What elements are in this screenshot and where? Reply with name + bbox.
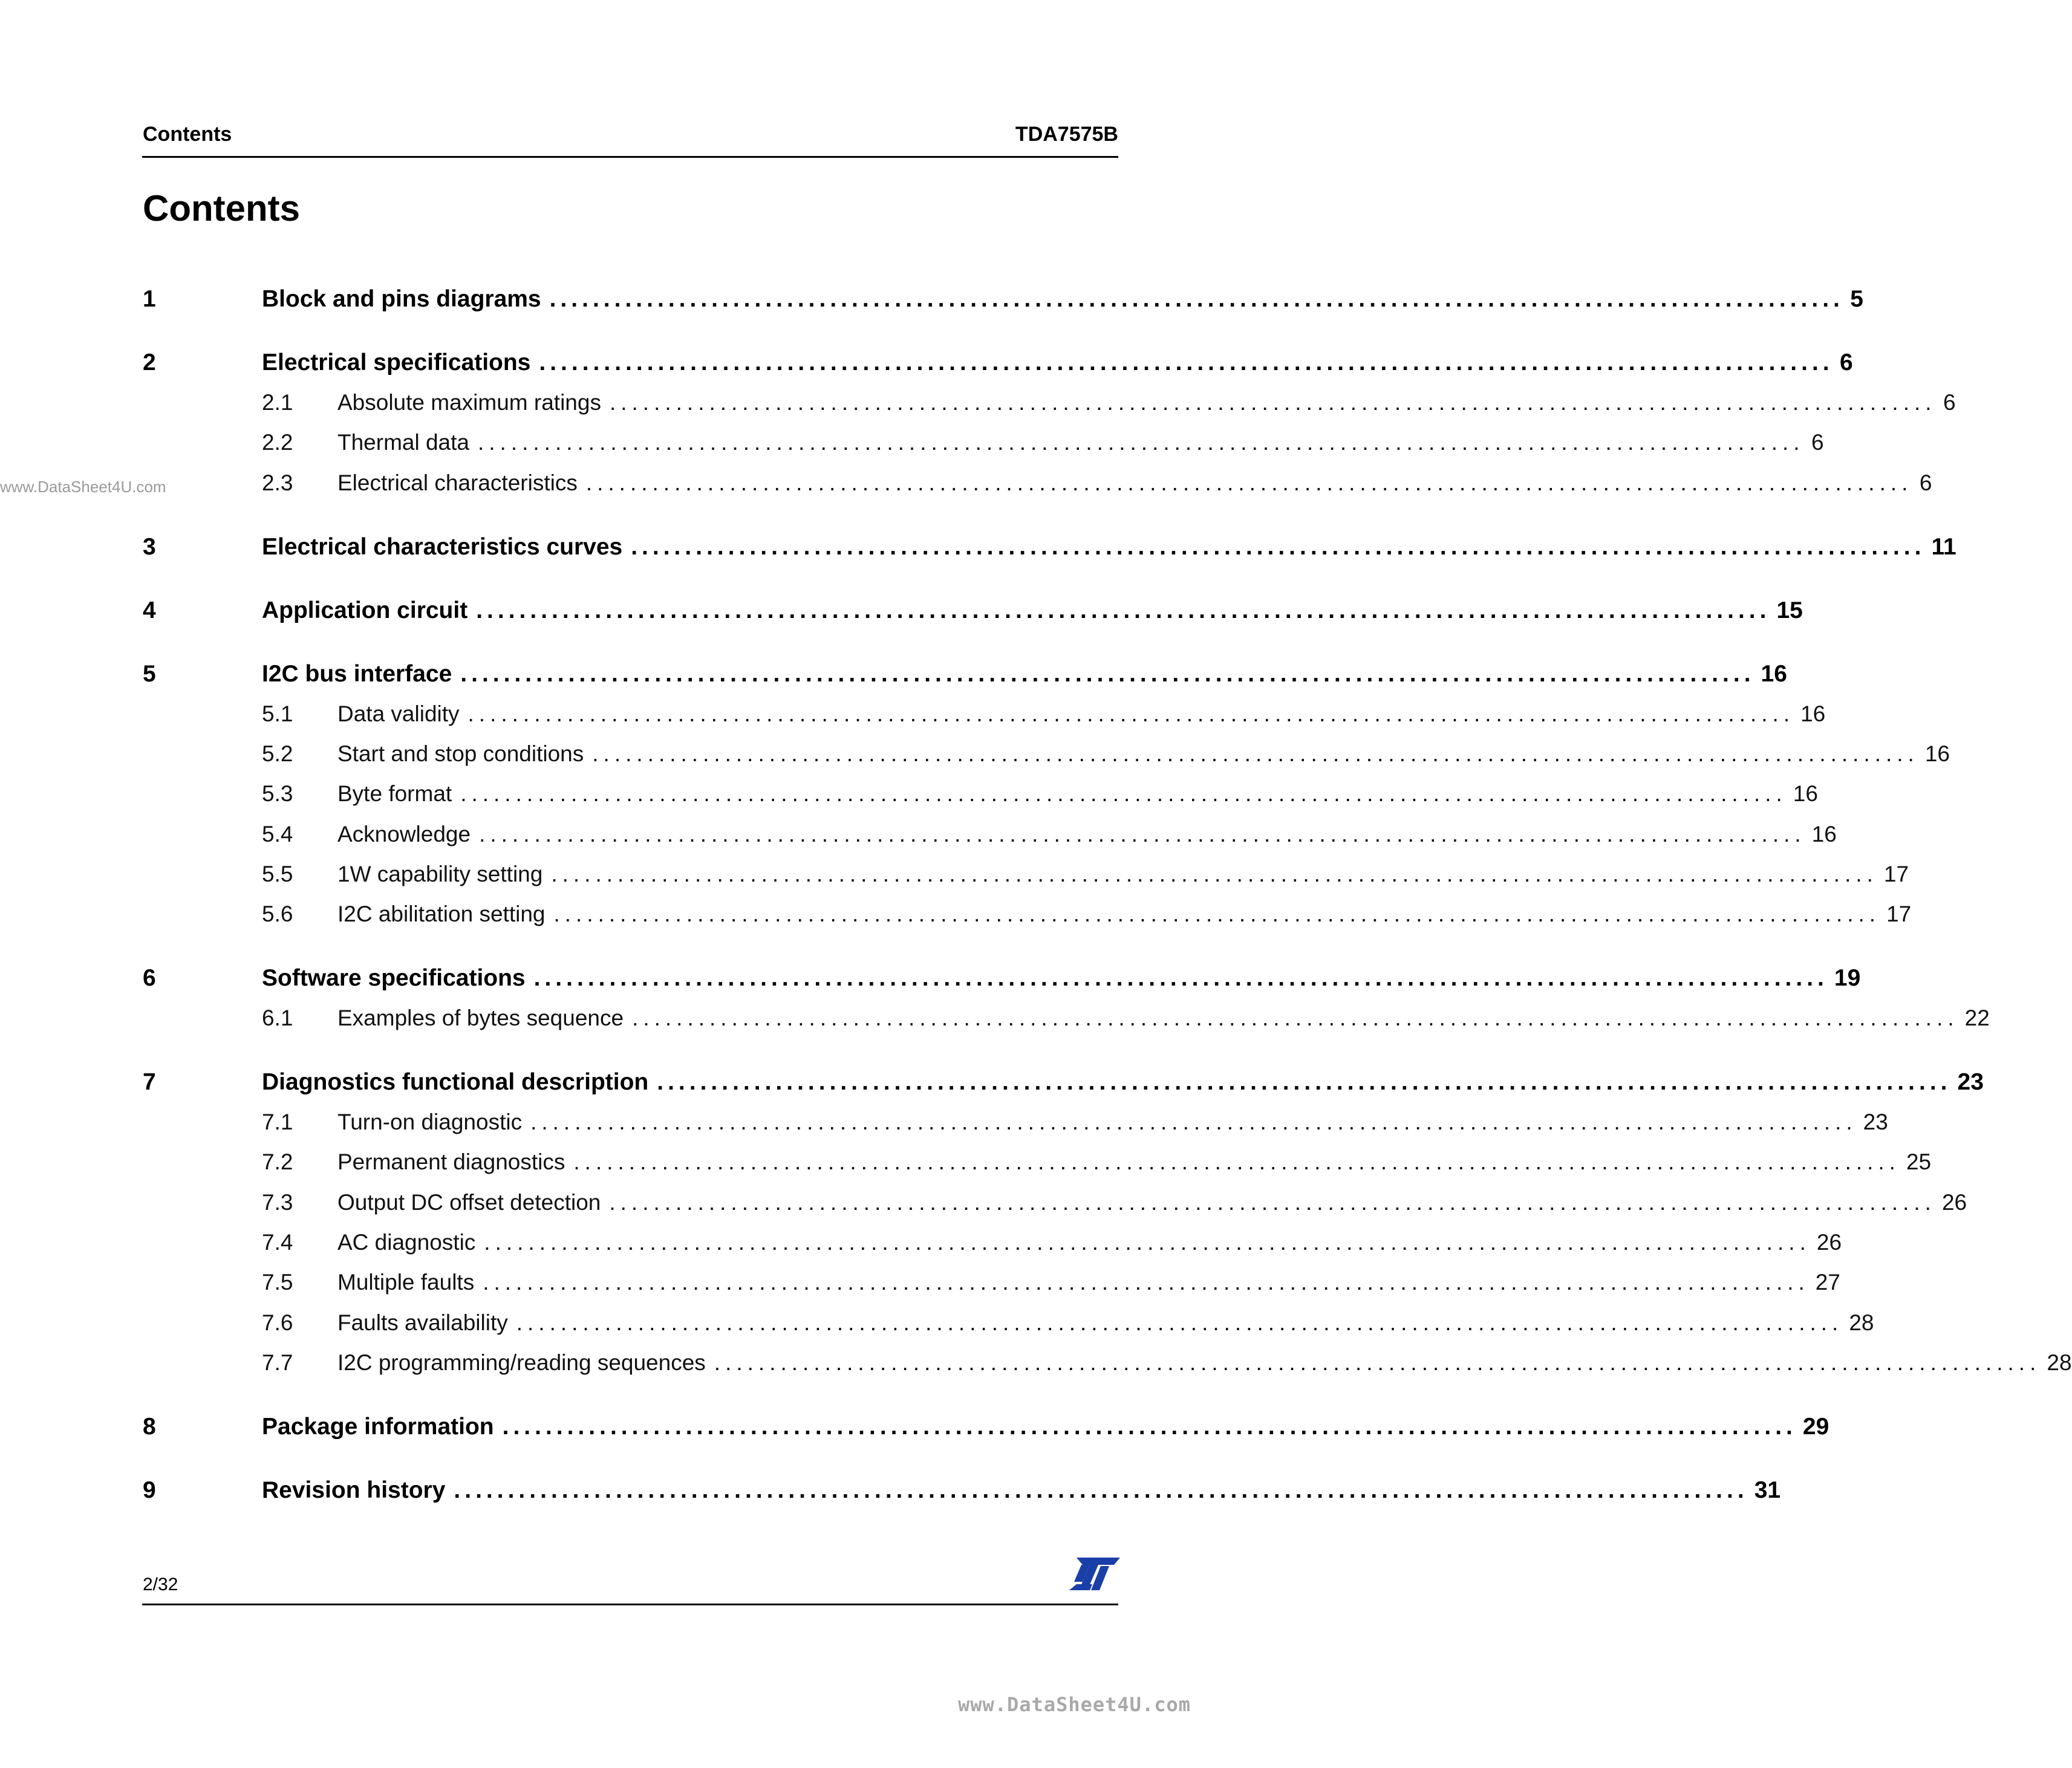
toc-entry-leader <box>337 821 1837 847</box>
toc-entry-number: 5.3 <box>262 781 293 807</box>
toc-entry-leader <box>262 597 1803 624</box>
toc-entry-number: 4 <box>143 597 156 623</box>
toc-dot-leader: ........................................................................................................................ <box>484 1230 1811 1255</box>
toc-entry-title[interactable]: I2C bus interface <box>262 660 452 687</box>
toc-entry-title[interactable]: I2C programming/reading sequences <box>337 1350 706 1375</box>
toc-entry-title[interactable]: Permanent diagnostics <box>337 1149 565 1175</box>
footer-page-number: 2/32 <box>143 1575 178 1594</box>
toc-entry-leader <box>262 660 1787 687</box>
watermark-left: www.DataSheet4U.com <box>0 478 166 496</box>
toc-entry-title[interactable]: Block and pins diagrams <box>262 286 541 312</box>
toc-dot-leader: ........................................................................................................................ <box>502 1413 1797 1440</box>
toc-entry-title[interactable]: Electrical characteristics curves <box>262 533 623 560</box>
toc-entry-number: 7 <box>143 1069 156 1096</box>
toc-entry-leader <box>337 1310 1874 1336</box>
toc-entry-title[interactable]: Diagnostics functional description <box>262 1069 649 1096</box>
toc-section-entry[interactable] <box>0 781 1818 811</box>
toc-chapter-entry[interactable] <box>0 286 1863 316</box>
toc-entry-page[interactable]: 17 <box>1883 861 1909 886</box>
toc-dot-leader: ........................................................................................................................ <box>549 286 1844 312</box>
toc-section-entry[interactable] <box>0 470 1932 501</box>
toc-entry-leader <box>337 861 1909 887</box>
toc-entry-number: 5.2 <box>262 741 293 766</box>
toc-entry-title[interactable]: Turn-on diagnostic <box>337 1110 523 1135</box>
toc-dot-leader: ........................................................................................................................ <box>516 1310 1843 1335</box>
toc-entry-leader <box>337 1350 2072 1376</box>
toc-dot-leader: ........................................................................................................................ <box>592 741 1919 766</box>
toc-dot-leader: ........................................................................................................................ <box>551 861 1878 886</box>
toc-entry-leader <box>337 902 1912 927</box>
toc-section-entry[interactable] <box>0 902 1912 932</box>
toc-section-entry[interactable] <box>0 1189 1967 1220</box>
toc-entry-leader <box>262 533 1956 561</box>
toc-dot-leader: ........................................................................................................................ <box>539 349 1834 375</box>
toc-section-entry[interactable] <box>0 1149 1932 1180</box>
toc-entry-leader <box>337 430 1824 455</box>
toc-section-entry[interactable] <box>0 1310 1874 1341</box>
toc-entry-leader <box>337 1110 1888 1135</box>
toc-entry-title[interactable]: Data validity <box>337 701 460 726</box>
toc-entry-leader <box>337 1189 1967 1215</box>
toc-entry-leader <box>337 1149 1932 1175</box>
toc-dot-leader: ........................................................................................................................ <box>553 902 1881 927</box>
toc-section-entry[interactable] <box>0 1006 1990 1036</box>
toc-entry-title[interactable]: Software specifications <box>262 965 526 992</box>
toc-dot-leader: ........................................................................................................................ <box>530 1110 1857 1135</box>
toc-section-entry[interactable] <box>0 1350 2072 1380</box>
toc-section-entry[interactable] <box>0 1110 1888 1140</box>
toc-entry-leader <box>262 286 1863 313</box>
toc-entry-page[interactable]: 29 <box>1802 1413 1829 1440</box>
toc-entry-leader <box>337 1230 1842 1255</box>
toc-dot-leader: ........................................................................................................................ <box>609 390 1937 415</box>
toc-entry-page[interactable]: 28 <box>2047 1350 2072 1375</box>
toc-entry-number: 8 <box>143 1413 156 1440</box>
toc-dot-leader: ........................................................................................................................ <box>468 701 1795 726</box>
toc-entry-number: 2.1 <box>262 390 293 415</box>
toc-section-entry[interactable] <box>0 1230 1842 1260</box>
toc-entry-page[interactable]: 6 <box>1839 349 1853 375</box>
toc-entry-number: 7.1 <box>262 1110 293 1135</box>
toc-chapter-entry[interactable] <box>0 965 1861 995</box>
toc-entry-number: 2.3 <box>262 470 293 495</box>
toc-entry-page[interactable]: 16 <box>1811 821 1837 847</box>
toc-entry-page[interactable]: 16 <box>1924 741 1950 766</box>
toc-entry-title[interactable]: Byte format <box>337 781 452 807</box>
toc-entry-leader <box>337 470 1932 496</box>
toc-entry-page[interactable]: 26 <box>1816 1230 1842 1255</box>
toc-entry-title[interactable]: 1W capability setting <box>337 861 543 886</box>
toc-entry-number: 5.1 <box>262 701 293 726</box>
toc-entry-page[interactable]: 23 <box>1957 1069 1984 1096</box>
watermark-right: www.DataSheet4U.com <box>957 1693 1191 1716</box>
toc-dot-leader: ........................................................................................................................ <box>714 1350 2041 1375</box>
toc-entry-page[interactable]: 5 <box>1850 286 1863 312</box>
toc-dot-leader: ........................................................................................................................ <box>460 781 1787 807</box>
toc-entry-leader <box>337 741 1950 767</box>
toc-entry-page[interactable]: 28 <box>1849 1310 1874 1335</box>
toc-chapter-entry[interactable] <box>0 597 1803 628</box>
toc-entry-number: 5.6 <box>262 902 293 927</box>
toc-entry-number: 6.1 <box>262 1006 293 1031</box>
footer-rule <box>142 1604 1118 1605</box>
toc-entry-page[interactable]: 26 <box>1941 1189 1967 1215</box>
header-section-label: Contents <box>143 123 232 146</box>
toc-entry-number: 7.7 <box>262 1350 293 1375</box>
toc-entry-title[interactable]: Multiple faults <box>337 1270 475 1295</box>
toc-dot-leader: ........................................................................................................................ <box>609 1189 1936 1215</box>
toc-dot-leader: ........................................................................................................................ <box>631 533 1926 560</box>
header-rule <box>142 156 1118 158</box>
toc-section-entry[interactable] <box>0 430 1824 460</box>
toc-entry-leader <box>337 1006 1990 1031</box>
st-logo-icon <box>1069 1558 1120 1590</box>
toc-entry-title[interactable]: Examples of bytes sequence <box>337 1006 624 1031</box>
toc-entry-number: 7.3 <box>262 1189 293 1215</box>
toc-entry-number: 3 <box>143 533 156 560</box>
page-title: Contents <box>143 188 300 229</box>
toc-entry-page[interactable]: 16 <box>1800 701 1826 726</box>
toc-entry-number: 7.2 <box>262 1149 293 1175</box>
toc-section-entry[interactable] <box>0 741 1950 772</box>
toc-entry-number: 7.6 <box>262 1310 293 1335</box>
toc-entry-title[interactable]: AC diagnostic <box>337 1230 476 1255</box>
toc-entry-leader <box>337 781 1818 807</box>
toc-dot-leader: ........................................................................................................................ <box>632 1006 1959 1031</box>
toc-entry-leader <box>337 390 1956 415</box>
toc-entry-page[interactable]: 17 <box>1886 902 1912 927</box>
toc-entry-number: 7.5 <box>262 1270 293 1295</box>
toc-entry-page[interactable]: 23 <box>1863 1110 1888 1135</box>
toc-section-entry[interactable] <box>0 861 1909 892</box>
toc-chapter-entry[interactable] <box>0 1477 1781 1507</box>
toc-entry-page[interactable]: 16 <box>1761 660 1787 687</box>
toc-entry-number: 2 <box>143 349 156 375</box>
toc-dot-leader: ........................................................................................................................ <box>460 660 1755 687</box>
toc-entry-leader <box>262 1069 1984 1096</box>
toc-entry-leader <box>337 1270 1840 1295</box>
toc-entry-number: 5.5 <box>262 861 293 886</box>
toc-entry-title[interactable]: Thermal data <box>337 430 469 455</box>
toc-entry-number: 9 <box>143 1477 156 1503</box>
toc-entry-title[interactable]: Faults availability <box>337 1310 508 1335</box>
toc-section-entry[interactable] <box>0 701 1826 732</box>
toc-entry-page[interactable]: 25 <box>1906 1149 1932 1175</box>
toc-section-entry[interactable] <box>0 1270 1840 1300</box>
toc-section-entry[interactable] <box>0 821 1837 852</box>
toc-entry-title[interactable]: I2C abilitation setting <box>337 902 546 927</box>
toc-entry-page[interactable]: 6 <box>1943 390 1956 415</box>
toc-entry-title[interactable]: Package information <box>262 1413 494 1440</box>
toc-entry-title[interactable]: Absolute maximum ratings <box>337 390 601 415</box>
toc-entry-title[interactable]: Start and stop conditions <box>337 741 584 766</box>
toc-entry-page[interactable]: 6 <box>1811 430 1824 455</box>
toc-entry-title[interactable]: Acknowledge <box>337 821 471 847</box>
toc-entry-title[interactable]: Electrical characteristics <box>337 470 578 495</box>
toc-dot-leader: ........................................................................................................................ <box>657 1069 1952 1096</box>
toc-entry-page[interactable]: 31 <box>1754 1477 1781 1503</box>
toc-dot-leader: ........................................................................................................................ <box>479 821 1806 847</box>
header-part-number: TDA7575B <box>1015 123 1118 146</box>
toc-entry-number: 5 <box>143 660 156 687</box>
toc-entry-page[interactable]: 6 <box>1919 470 1932 495</box>
toc-chapter-entry[interactable] <box>0 660 1787 691</box>
toc-dot-leader: ........................................................................................................................ <box>476 597 1771 623</box>
toc-dot-leader: ........................................................................................................................ <box>533 965 1828 992</box>
toc-entry-page[interactable]: 11 <box>1931 533 1956 560</box>
toc-entry-number: 5.4 <box>262 821 293 847</box>
toc-entry-number: 7.4 <box>262 1230 293 1255</box>
toc-chapter-entry[interactable] <box>0 1069 1984 1099</box>
toc-entry-leader <box>262 1413 1829 1440</box>
toc-entry-title[interactable]: Output DC offset detection <box>337 1189 601 1215</box>
toc-entry-page[interactable]: 16 <box>1793 781 1818 807</box>
toc-entry-title[interactable]: Revision history <box>262 1477 446 1503</box>
toc-entry-number: 1 <box>143 286 156 312</box>
toc-dot-leader: ........................................................................................................................ <box>478 430 1805 455</box>
toc-entry-leader <box>337 701 1826 727</box>
toc-entry-title[interactable]: Application circuit <box>262 597 468 623</box>
toc-entry-page[interactable]: 19 <box>1834 965 1861 992</box>
toc-entry-page[interactable]: 15 <box>1776 597 1803 623</box>
toc-entry-leader <box>262 1477 1781 1504</box>
toc-entry-leader <box>262 349 1853 376</box>
toc-entry-number: 2.2 <box>262 430 293 455</box>
toc-chapter-entry[interactable] <box>0 349 1853 380</box>
toc-dot-leader: ........................................................................................................................ <box>454 1477 1748 1503</box>
toc-chapter-entry[interactable] <box>0 1413 1829 1444</box>
toc-dot-leader: ........................................................................................................................ <box>483 1270 1810 1295</box>
toc-dot-leader: ........................................................................................................................ <box>585 470 1913 495</box>
toc-dot-leader: ........................................................................................................................ <box>573 1149 1900 1175</box>
toc-entry-page[interactable]: 22 <box>1964 1006 1990 1031</box>
toc-entry-page[interactable]: 27 <box>1815 1270 1840 1295</box>
toc-entry-title[interactable]: Electrical specifications <box>262 349 531 375</box>
toc-chapter-entry[interactable] <box>0 533 1956 564</box>
toc-entry-leader <box>262 965 1861 992</box>
toc-entry-number: 6 <box>143 965 156 992</box>
toc-section-entry[interactable] <box>0 390 1956 420</box>
